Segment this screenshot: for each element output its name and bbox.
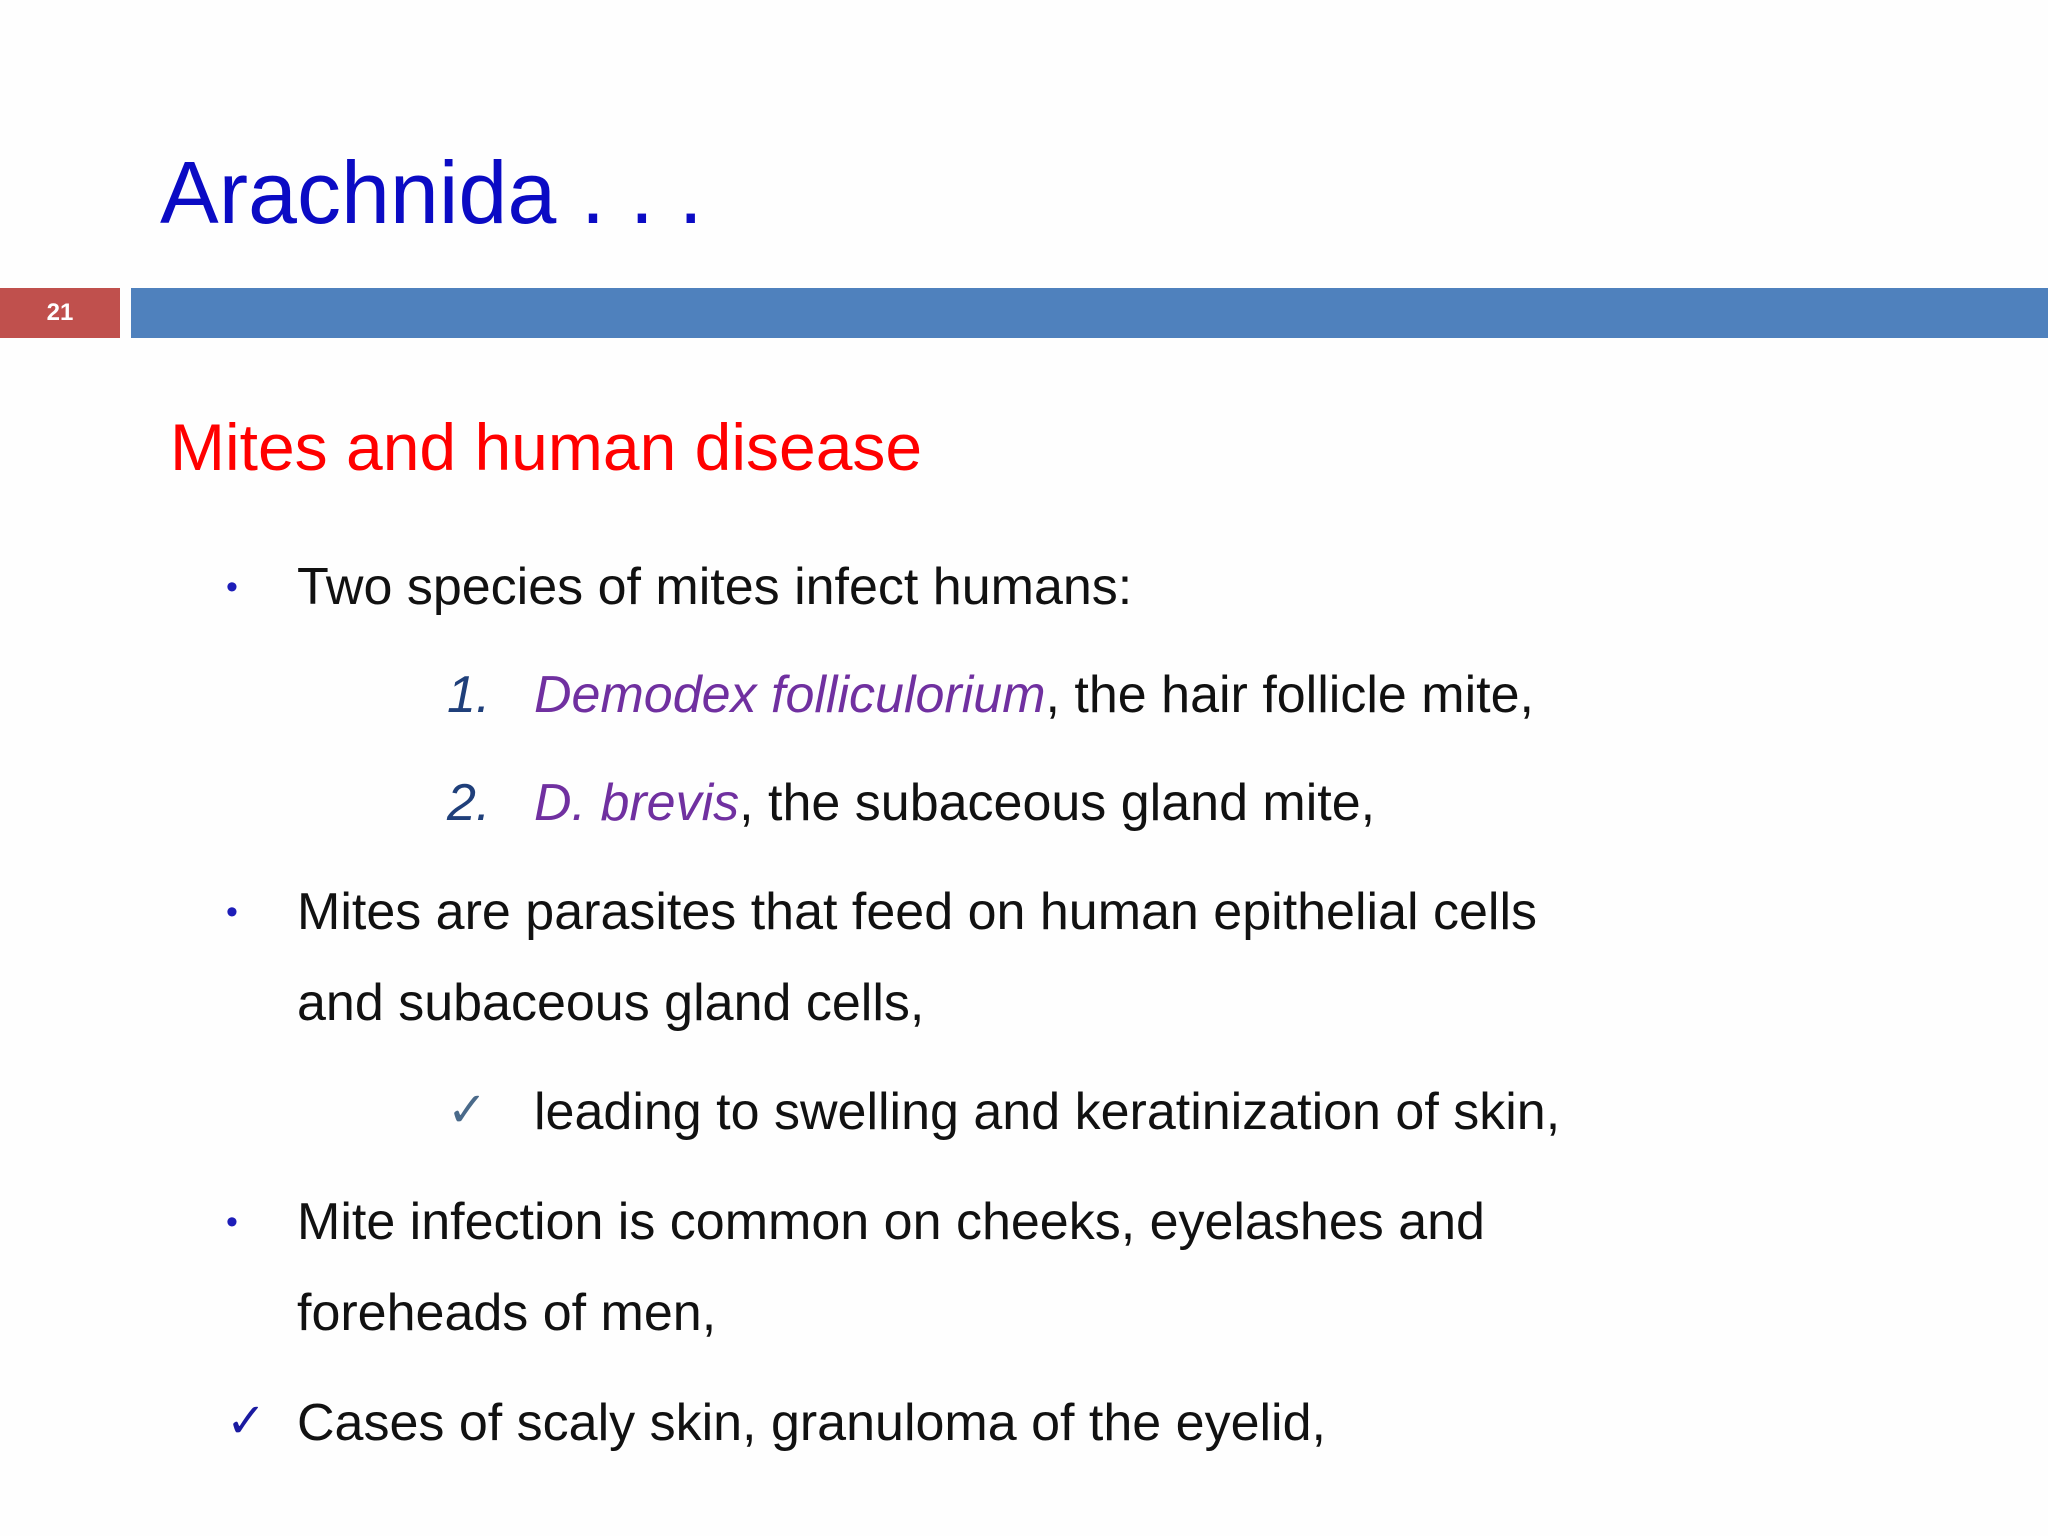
bullet-dot-icon: • xyxy=(226,893,238,931)
bullet-text: Two species of mites infect humans: xyxy=(297,558,1133,616)
numbered-item xyxy=(534,664,1534,726)
checkmark-icon: ✓ xyxy=(226,1395,267,1448)
bullet-dot-icon: • xyxy=(226,1203,238,1241)
numbered-item xyxy=(534,772,1375,834)
species-description: , the hair follicle mite, xyxy=(1045,666,1534,724)
bullet-text-continued: and subaceous gland cells, xyxy=(297,974,925,1032)
bullet-text: Mite infection is common on cheeks, eyelashes and xyxy=(297,1193,1485,1251)
species-description: , the subaceous gland mite, xyxy=(739,774,1376,832)
bullet-text: Mites are parasites that feed on human epithelial cells xyxy=(297,883,1538,941)
list-number: 1. xyxy=(447,666,491,724)
section-subtitle: Mites and human disease xyxy=(170,410,923,484)
species-name: D. brevis xyxy=(534,774,740,832)
list-number: 2. xyxy=(447,774,491,832)
bullet-dot-icon: • xyxy=(226,568,238,606)
slide-title: Arachnida . . . xyxy=(160,143,703,242)
slide-number-badge: 21 xyxy=(0,288,120,338)
header-bar xyxy=(131,288,2048,338)
check-item-text: leading to swelling and keratinization of skin, xyxy=(534,1083,1561,1141)
checkmark-icon: ✓ xyxy=(447,1084,488,1137)
check-item-text: Cases of scaly skin, granuloma of the eyelid, xyxy=(297,1394,1326,1452)
bullet-text-continued: foreheads of men, xyxy=(297,1284,717,1342)
species-name: Demodex folliculorium xyxy=(534,666,1046,724)
